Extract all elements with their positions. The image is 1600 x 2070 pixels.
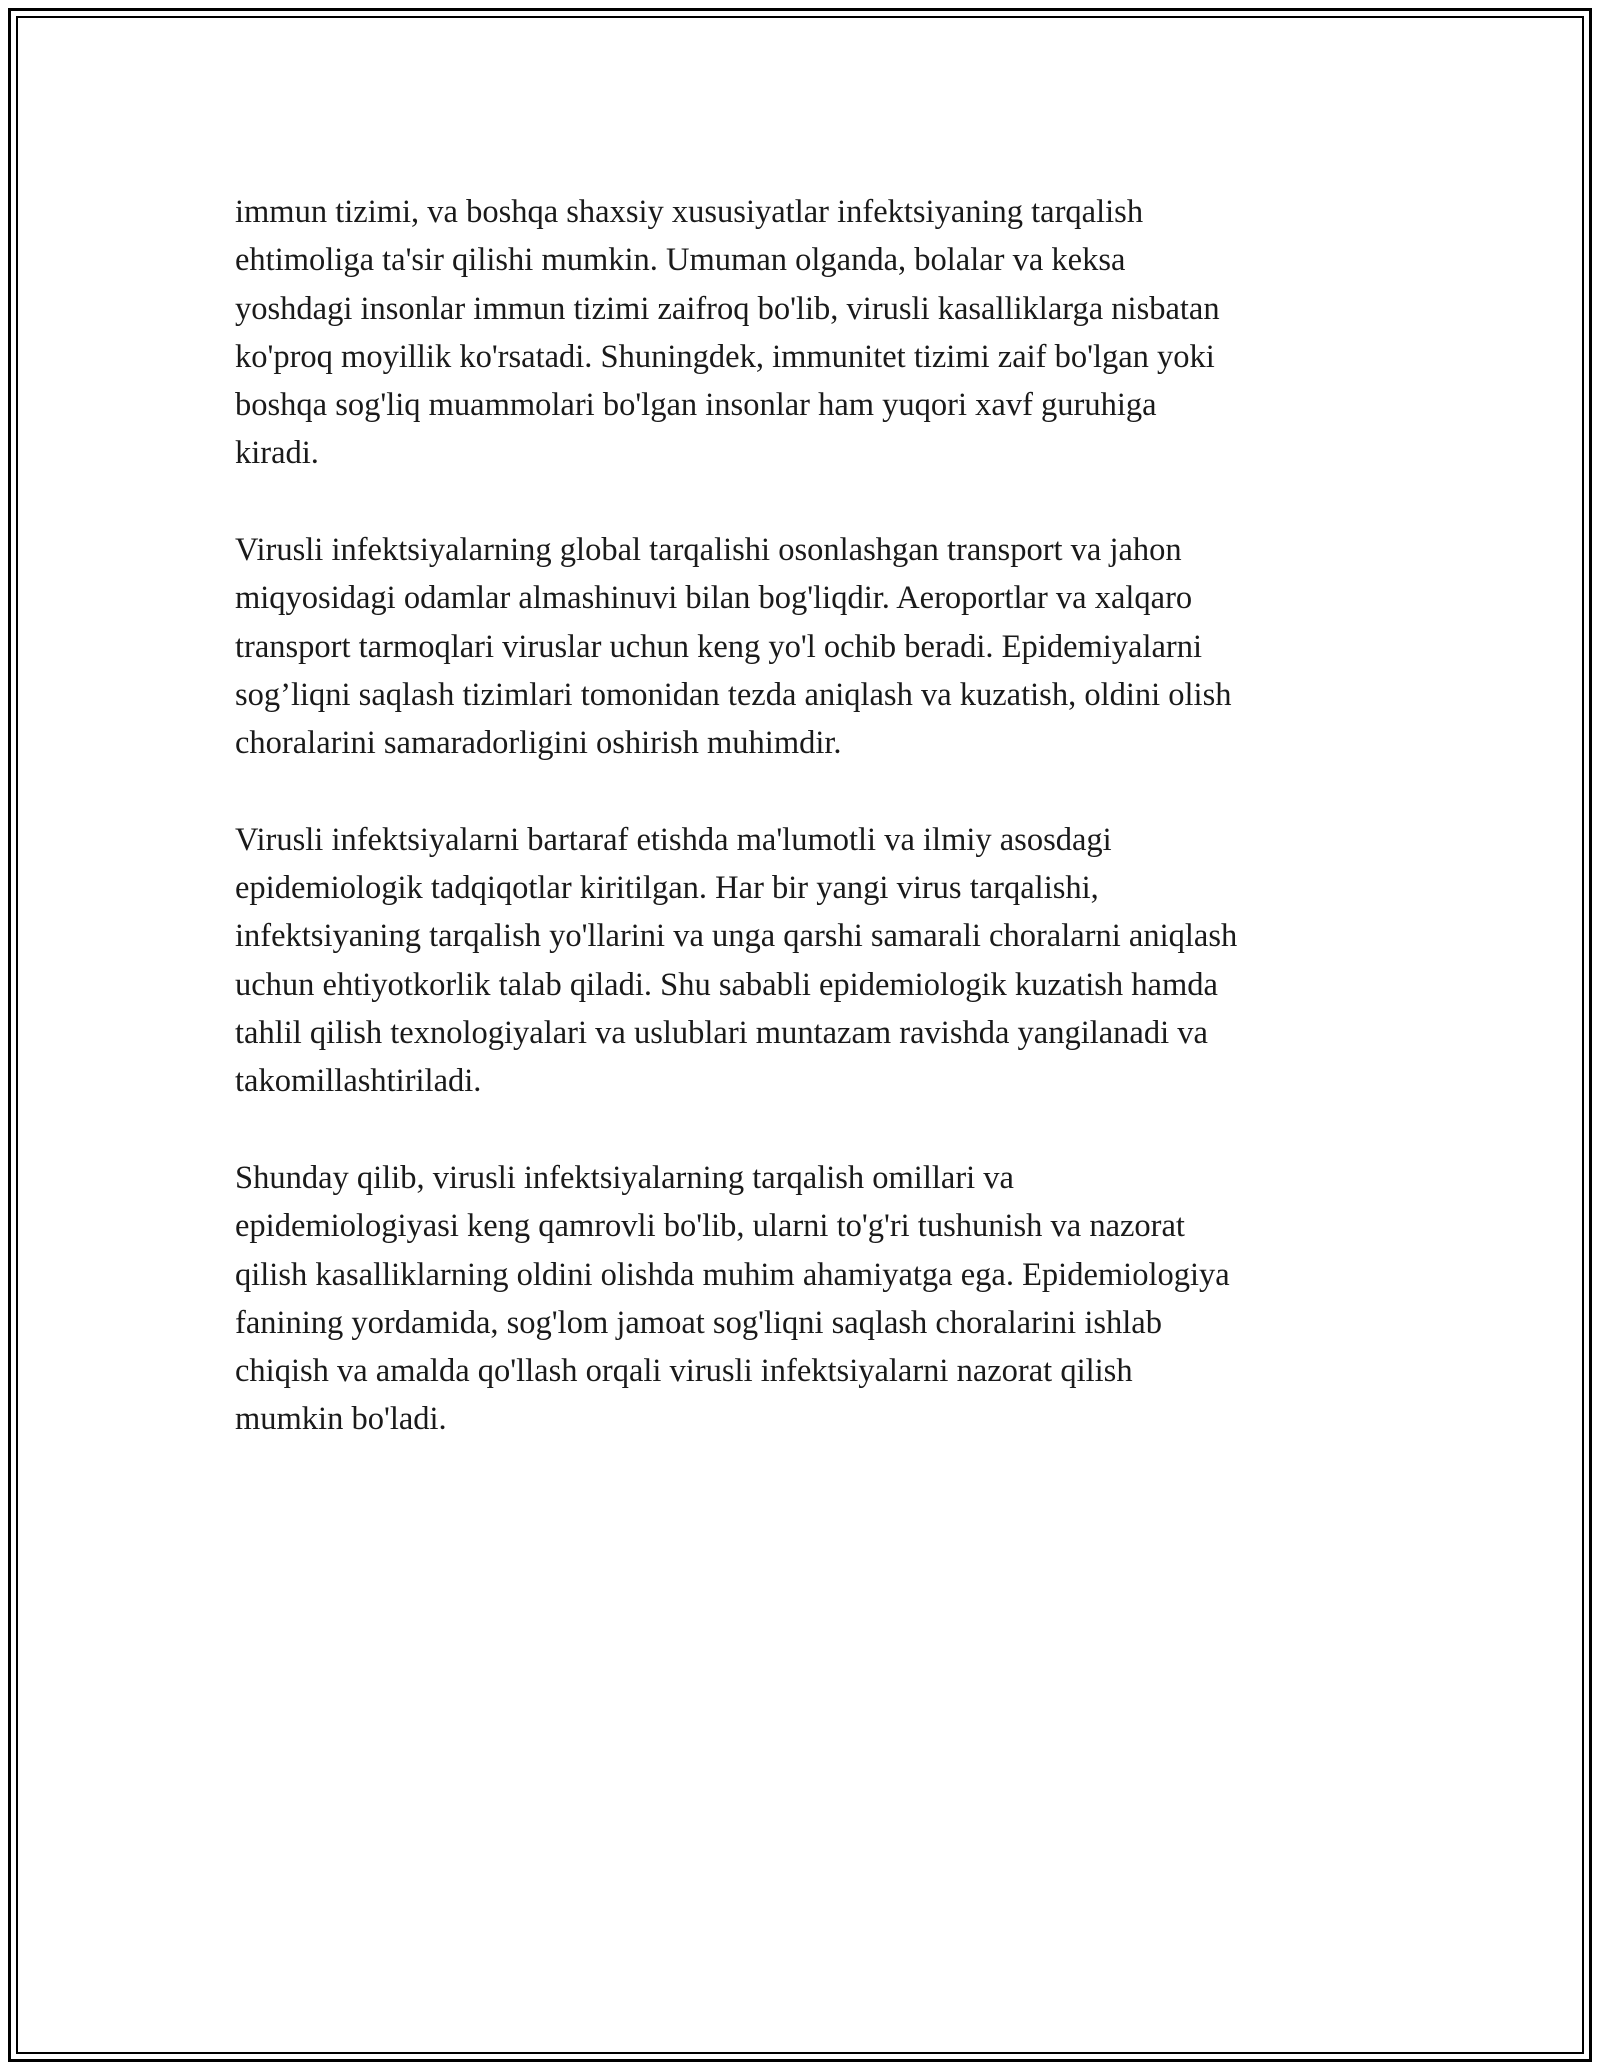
text-line: epidemiologik tadqiqotlar kiritilgan. Har bir yangi virus tarqalishi, (235, 870, 1099, 907)
text-line: uchun ehtiyotkorlik talab qiladi. Shu sababli epidemiologik kuzatish hamda (235, 966, 1218, 1003)
paragraph-4 (235, 1154, 1385, 1444)
text-line: miqyosidagi odamlar almashinuvi bilan bog'liqdir. Aeroportlar va xalqaro (235, 580, 1193, 617)
paragraph-1 (235, 188, 1385, 478)
text-line: chiqish va amalda qo'llash orqali virusli infektsiyalarni nazorat qilish (235, 1353, 1133, 1390)
text-line: kiradi. (235, 435, 319, 472)
text-line: infektsiyaning tarqalish yo'llarini va unga qarshi samarali choralarni aniqlash (235, 918, 1238, 955)
paragraph-3 (235, 816, 1385, 1106)
text-line: epidemiologiyasi keng qamrovli bo'lib, ularni to'g'ri tushunish va nazorat (235, 1208, 1185, 1245)
text-line: choralarini samaradorligini oshirish muhimdir. (235, 725, 842, 762)
text-line: Virusli infektsiyalarning global tarqalishi osonlashgan transport va jahon (235, 532, 1182, 569)
paragraph-2 (235, 526, 1385, 767)
text-line: tahlil qilish texnologiyalari va uslublari muntazam ravishda yangilanadi va (235, 1015, 1208, 1052)
text-line: ehtimoliga ta'sir qilishi mumkin. Umuman olganda, bolalar va keksa (235, 242, 1126, 279)
text-line: boshqa sog'liq muammolari bo'lgan insonlar ham yuqori xavf guruhiga (235, 387, 1157, 424)
text-line: fanining yordamida, sog'lom jamoat sog'liqni saqlash choralarini ishlab (235, 1304, 1162, 1341)
text-line: takomillashtiriladi. (235, 1063, 482, 1100)
text-line: ko'proq moyillik ko'rsatadi. Shuningdek, immunitet tizimi zaif bo'lgan yoki (235, 338, 1215, 375)
text-line: Shunday qilib, virusli infektsiyalarning tarqalish omillari va (235, 1159, 1014, 1196)
document-body (235, 188, 1385, 1492)
text-line: mumkin bo'ladi. (235, 1401, 447, 1438)
text-line: qilish kasalliklarning oldini olishda muhim ahamiyatga ega. Epidemiologiya (235, 1256, 1230, 1293)
text-line: immun tizimi, va boshqa shaxsiy xususiyatlar infektsiyaning tarqalish (235, 194, 1144, 230)
text-line: Virusli infektsiyalarni bartaraf etishda ma'lumotli va ilmiy asosdagi (235, 821, 1112, 858)
text-line: yoshdagi insonlar immun tizimi zaifroq bo'lib, virusli kasalliklarga nisbatan (235, 290, 1220, 327)
text-line: transport tarmoqlari viruslar uchun keng yo'l ochib beradi. Epidemiyalarni (235, 628, 1203, 665)
text-line: sog’liqni saqlash tizimlari tomonidan tezda aniqlash va kuzatish, oldini olish (235, 676, 1232, 713)
